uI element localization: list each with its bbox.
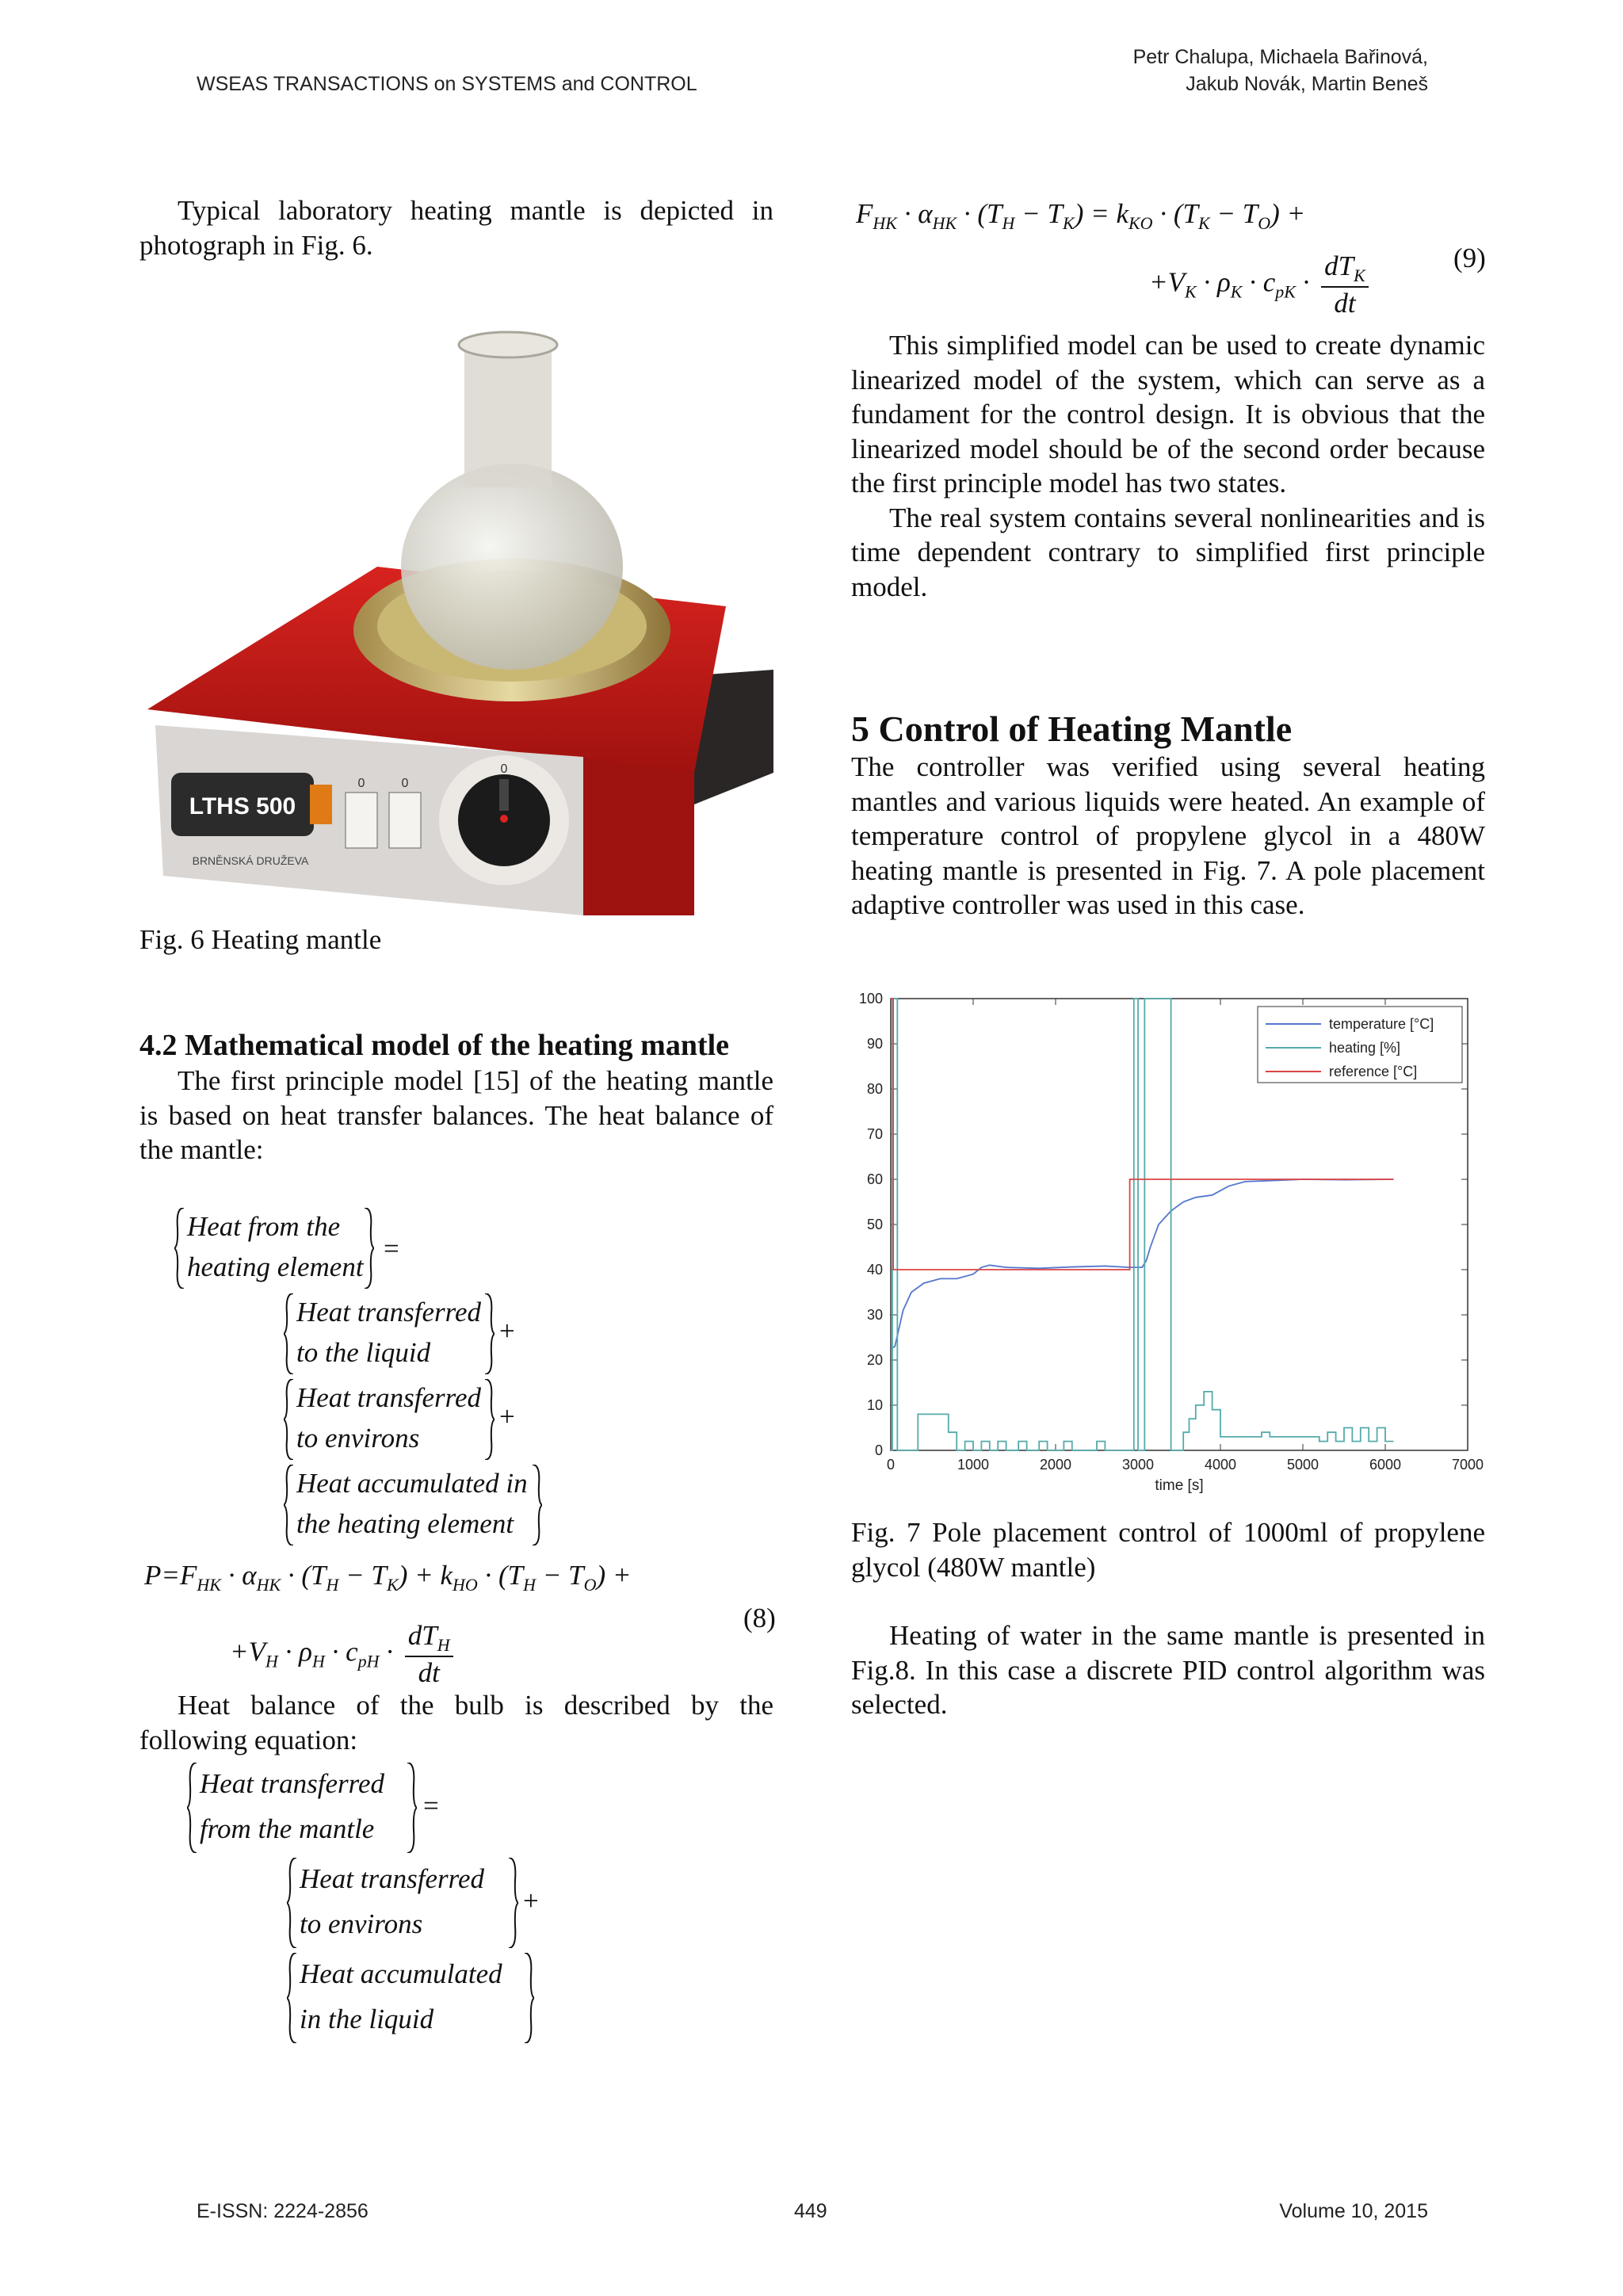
- brace-line: from the mantle: [200, 1813, 375, 1844]
- equation-8-line-1: $P=F_{HK} \cdot \alpha_{HK} \cdot (T_H - T_K) + k_{HO} \cdot (T_H - T_O)$ +: [144, 1560, 632, 1595]
- x-tick-label: 7000: [1451, 1457, 1484, 1473]
- brace-line: Heat transferred: [200, 1768, 384, 1799]
- section-5-title: 5 Control of Heating Mantle: [851, 709, 1293, 749]
- nonlinearities-paragraph: The real system contains several nonlinearities and is time dependent contrary to simplified first principle model.: [851, 502, 1485, 602]
- brace-heat-accumulated-liquid: [300, 1951, 502, 2042]
- x-tick-label: 2000: [1039, 1457, 1072, 1473]
- switch-2: [389, 793, 421, 848]
- legend-label: reference [°C]: [1329, 1064, 1418, 1079]
- equation-9-line-1: $F_{HK} \cdot \alpha_{HK} \cdot (T_H - T_K) = k_{KO} \cdot (T_K - T_O)$ +: [856, 198, 1306, 233]
- brace-heat-to-environs-1: [296, 1377, 515, 1458]
- brace-line: Heat from the: [187, 1211, 341, 1242]
- equation-8-line-2: $+V_H \cdot \rho_H \cdot c_{pH}$ · $dT_H$ dt: [230, 1620, 453, 1689]
- brace-line: heating element: [187, 1251, 364, 1282]
- running-header-journal: WSEAS TRANSACTIONS on SYSTEMS and CONTROL: [197, 73, 697, 95]
- brace-line: in the liquid: [300, 2004, 434, 2034]
- brace-line: to environs: [300, 1908, 423, 1939]
- brace-heat-to-liquid: [296, 1292, 515, 1373]
- y-tick-label: 10: [866, 1397, 883, 1413]
- section-4-2-paragraph: The first principle model [15] of the heating mantle is based on heat transfer balances. The heat balance of the mantle:: [139, 1065, 773, 1165]
- y-tick-label: 70: [866, 1126, 883, 1142]
- intro-paragraph: Typical laboratory heating mantle is depicted in photograph in Fig. 6.: [139, 195, 773, 261]
- water-heating-paragraph: Heating of water in the same mantle is presented in Fig.8. In this case a discrete PID control algorithm was selected.: [851, 1620, 1485, 1720]
- plus-sign: +: [499, 1316, 515, 1347]
- equals-sign: =: [384, 1233, 399, 1264]
- equals-sign: =: [423, 1790, 439, 1821]
- equation-9-line-2: $+V_K \cdot \rho_K \cdot c_{pK}$ · $dT_K$ dt: [1149, 250, 1369, 319]
- y-tick-label: 30: [866, 1307, 883, 1323]
- simplified-model-paragraph: This simplified model can be used to create dynamic linearized model of the system, which can serve as a fundament for the control design. It is obvious that the linearized model should be of the second order because the first principle model has two states.: [851, 330, 1485, 499]
- running-header-authors-1: Petr Chalupa, Michaela Bařinová,: [1132, 46, 1428, 68]
- fig6-caption: Fig. 6 Heating mantle: [139, 924, 382, 955]
- mantle-maker-label: BRNĚNSKÁ DRUŽEVA: [192, 854, 309, 867]
- footer-issn: E-ISSN: 2224-2856: [197, 2200, 369, 2222]
- x-axis-label: time [s]: [1155, 1477, 1204, 1494]
- x-tick-label: 6000: [1369, 1457, 1402, 1473]
- x-tick-label: 4000: [1204, 1457, 1237, 1473]
- y-tick-label: 60: [866, 1171, 883, 1187]
- fig7-caption: Fig. 7 Pole placement control of 1000ml of propylene glycol (480W mantle): [851, 1517, 1485, 1583]
- equation-9-number: (9): [1453, 243, 1486, 273]
- legend-label: temperature [°C]: [1329, 1016, 1434, 1032]
- y-tick-label: 100: [858, 991, 883, 1007]
- switch-1: [346, 793, 377, 848]
- section-5-paragraph: The controller was verified using several heating mantles and various liquids were heated. An example of temperature control of propylene glycol in a 480W heating mantle is presented in Fig. 7. A pole placement adaptive controller was used in this case.: [851, 751, 1485, 920]
- x-tick-label: 5000: [1286, 1457, 1319, 1473]
- running-header-authors-2: Jakub Novák, Martin Beneš: [1186, 73, 1428, 95]
- equation-8-number: (8): [743, 1603, 776, 1633]
- switch-1-label: 0: [357, 777, 365, 790]
- heating-mantle-photo: [139, 329, 773, 915]
- y-tick-label: 0: [874, 1442, 883, 1458]
- brace-heat-to-environs-2: [300, 1856, 539, 1946]
- brace-heat-from-mantle: [200, 1761, 439, 1851]
- switch-2-label: 0: [401, 777, 409, 790]
- brace-line: Heat accumulated: [300, 1958, 502, 1989]
- brace-line: the heating element: [296, 1508, 514, 1539]
- y-tick-label: 40: [866, 1262, 883, 1278]
- brace-line: Heat transferred: [296, 1382, 481, 1413]
- y-tick-label: 20: [866, 1352, 883, 1368]
- brace-line: Heat transferred: [296, 1297, 481, 1328]
- footer-page-number: 449: [794, 2200, 827, 2222]
- y-tick-label: 90: [866, 1036, 883, 1052]
- x-tick-label: 1000: [957, 1457, 990, 1473]
- brace-line: to environs: [296, 1423, 420, 1454]
- x-tick-label: 0: [886, 1457, 896, 1473]
- brace-heat-accumulated-element: [296, 1463, 528, 1544]
- brace-heat-from-element: [187, 1206, 399, 1287]
- brace-line: to the liquid: [296, 1337, 431, 1368]
- mantle-brand-label: LTHS 500: [189, 793, 296, 819]
- legend-label: heating [%]: [1329, 1040, 1401, 1056]
- section-4-2-title: 4.2 Mathematical model of the heating mantle: [139, 1029, 730, 1062]
- x-tick-label: 3000: [1121, 1457, 1155, 1473]
- plus-sign: +: [523, 1885, 539, 1916]
- footer-volume: Volume 10, 2015: [1279, 2200, 1428, 2222]
- y-tick-label: 50: [866, 1217, 883, 1232]
- knob-zero-label: 0: [500, 762, 508, 776]
- plus-sign: +: [499, 1401, 515, 1432]
- fig7-chart: [851, 988, 1485, 1503]
- indicator-lamp: [310, 785, 332, 824]
- y-tick-label: 80: [866, 1081, 883, 1097]
- bulb-balance-paragraph: Heat balance of the bulb is described by the following equation:: [139, 1690, 773, 1755]
- brace-line: Heat accumulated in: [296, 1468, 528, 1499]
- brace-line: Heat transferred: [300, 1863, 484, 1894]
